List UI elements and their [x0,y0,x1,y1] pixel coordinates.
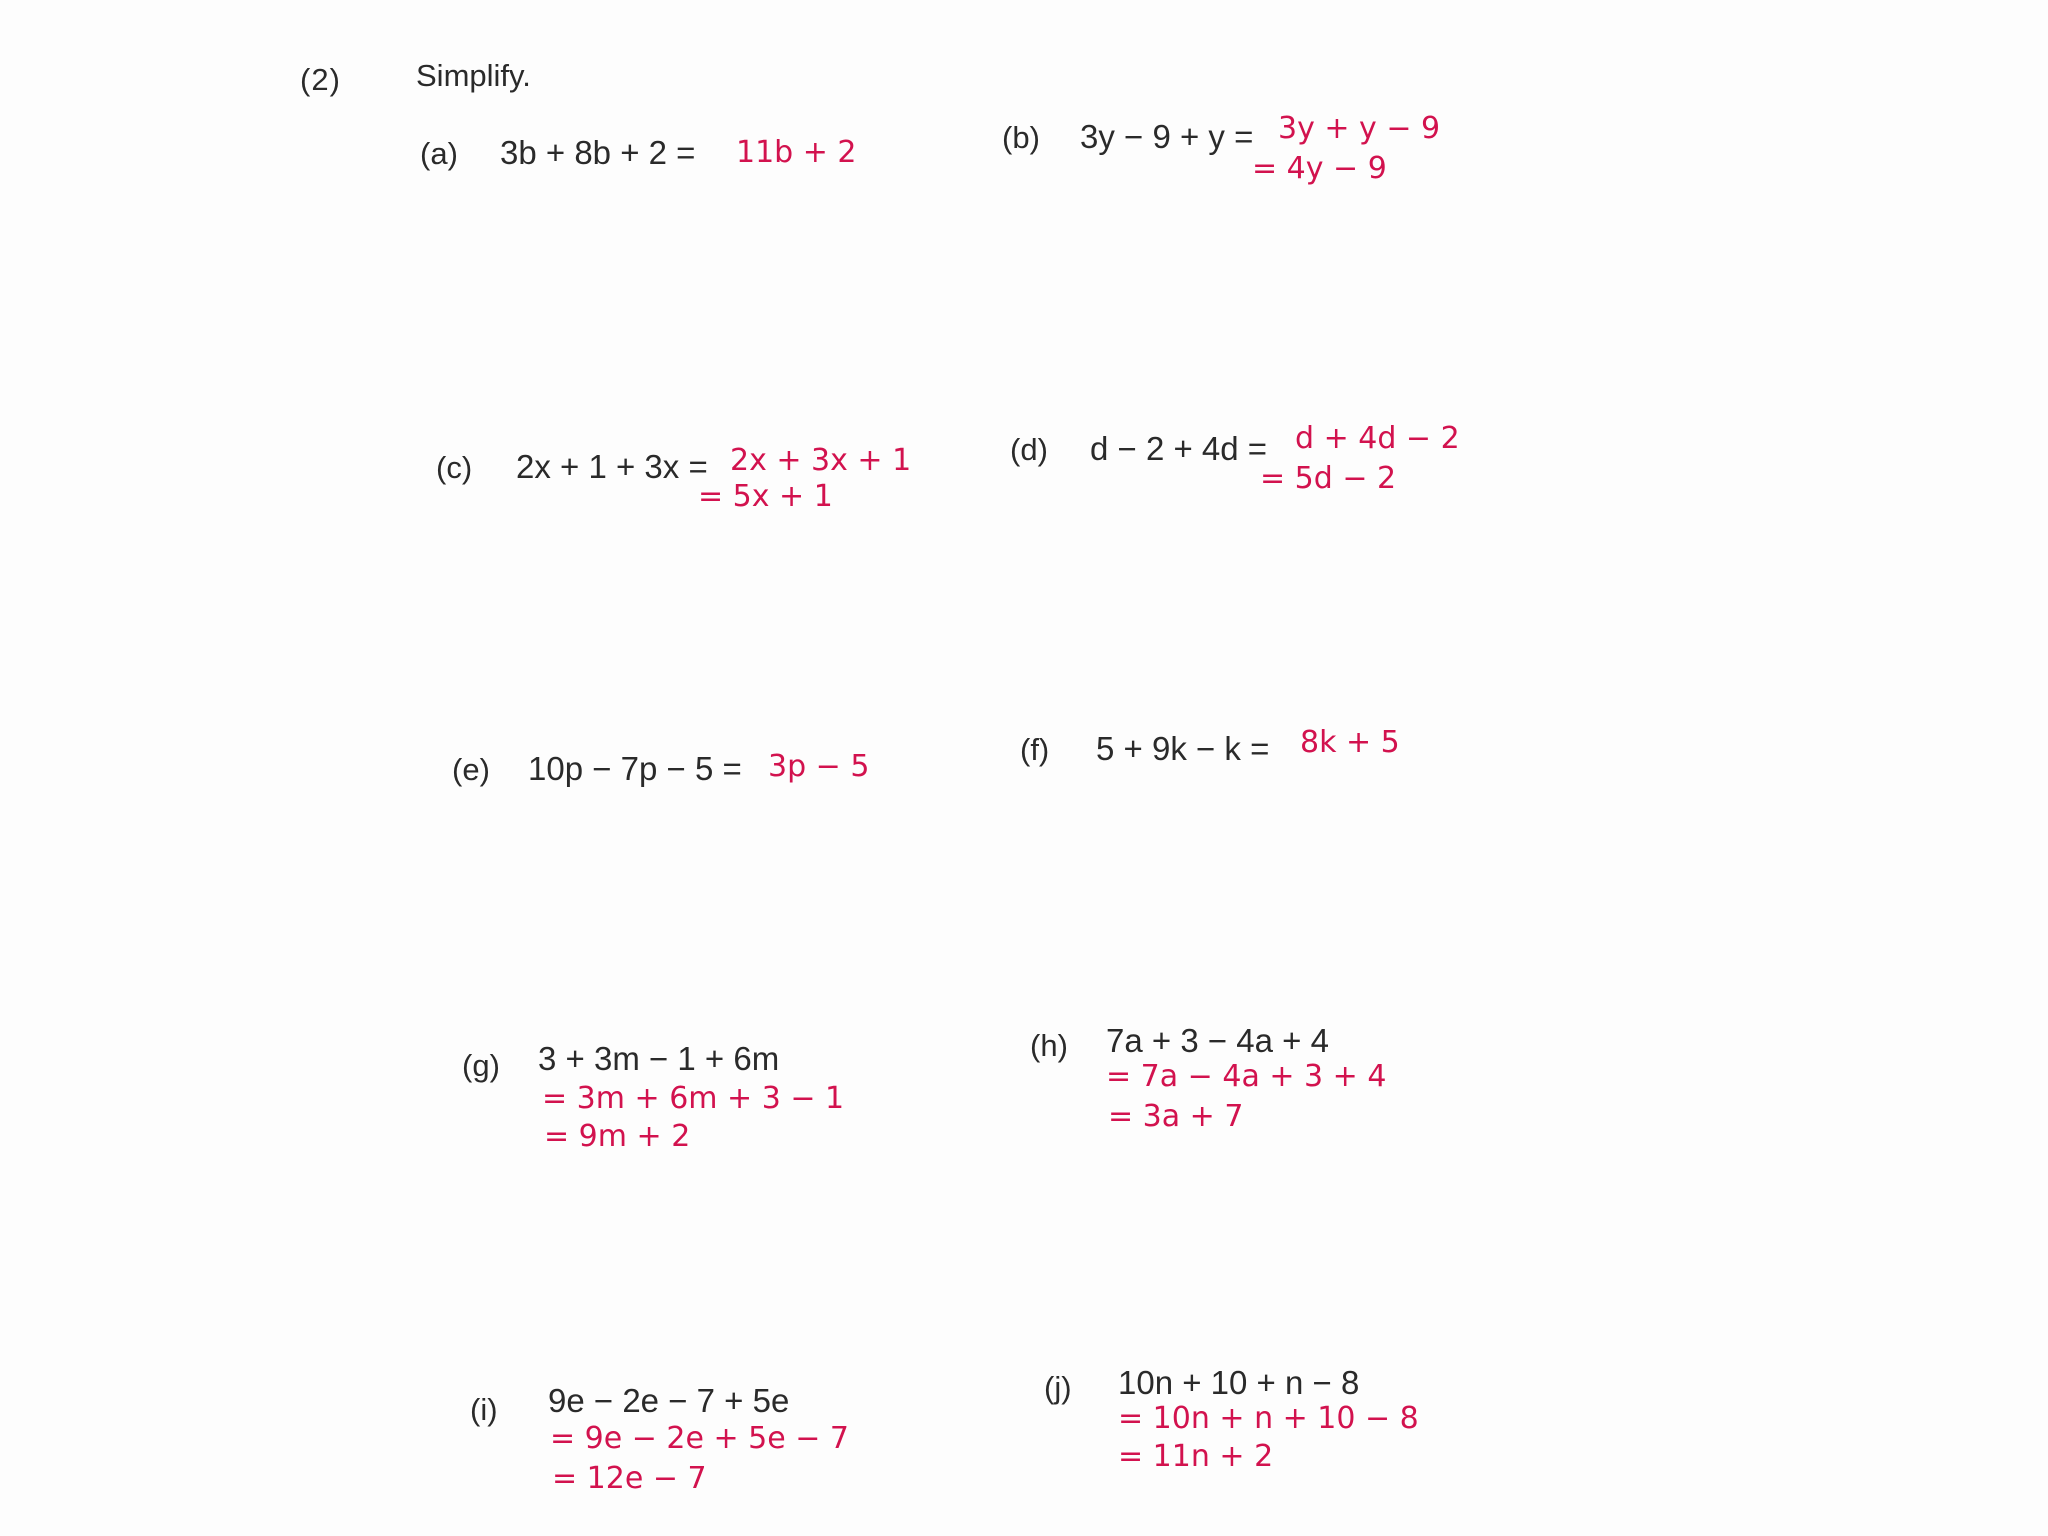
part-h-step-2: = 3a + 7 [1108,1099,1244,1134]
part-i-label: (i) [470,1392,498,1427]
part-i-expression: 9e − 2e − 7 + 5e [548,1382,790,1419]
part-e-label: (e) [452,752,490,787]
part-g-expression: 3 + 3m − 1 + 6m [538,1040,780,1077]
part-a-label: (a) [420,136,458,171]
part-h-step-1: = 7a − 4a + 3 + 4 [1106,1059,1387,1094]
part-d-expression: d − 2 + 4d = [1090,430,1268,467]
part-c-label: (c) [436,450,473,485]
question-instruction: Simplify. [416,58,531,93]
part-e-answer: 3p − 5 [768,749,870,784]
part-a-expression: 3b + 8b + 2 = [500,134,696,171]
part-j-step-2: = 11n + 2 [1118,1439,1274,1474]
part-b-step-2: = 4y − 9 [1252,151,1387,186]
part-d-step-2: = 5d − 2 [1260,461,1397,496]
part-b-expression: 3y − 9 + y = [1080,118,1254,155]
part-j-step-1: = 10n + n + 10 − 8 [1118,1401,1419,1436]
part-j-label: (j) [1044,1370,1072,1405]
part-g-label: (g) [462,1048,500,1083]
part-g-step-2: = 9m + 2 [544,1119,691,1154]
question-number: (2) [300,62,341,97]
part-a-answer: 11b + 2 [736,135,857,170]
part-i-step-1: = 9e − 2e + 5e − 7 [550,1421,850,1456]
part-f-label: (f) [1020,732,1050,767]
part-j-expression: 10n + 10 + n − 8 [1118,1364,1360,1401]
part-h-expression: 7a + 3 − 4a + 4 [1106,1022,1329,1059]
part-d-label: (d) [1010,432,1048,467]
part-f-answer: 8k + 5 [1300,725,1400,760]
part-h-label: (h) [1030,1028,1068,1063]
part-b-label: (b) [1002,120,1040,155]
part-e-expression: 10p − 7p − 5 = [528,750,742,787]
part-c-step-1: 2x + 3x + 1 [730,443,912,478]
part-i-step-2: = 12e − 7 [552,1461,707,1496]
part-g-step-1: = 3m + 6m + 3 − 1 [542,1081,845,1116]
part-b-step-1: 3y + y − 9 [1278,111,1441,146]
part-f-expression: 5 + 9k − k = [1096,730,1270,767]
part-d-step-1: d + 4d − 2 [1295,421,1460,456]
part-c-step-2: = 5x + 1 [698,479,833,514]
part-c-expression: 2x + 1 + 3x = [516,448,708,485]
